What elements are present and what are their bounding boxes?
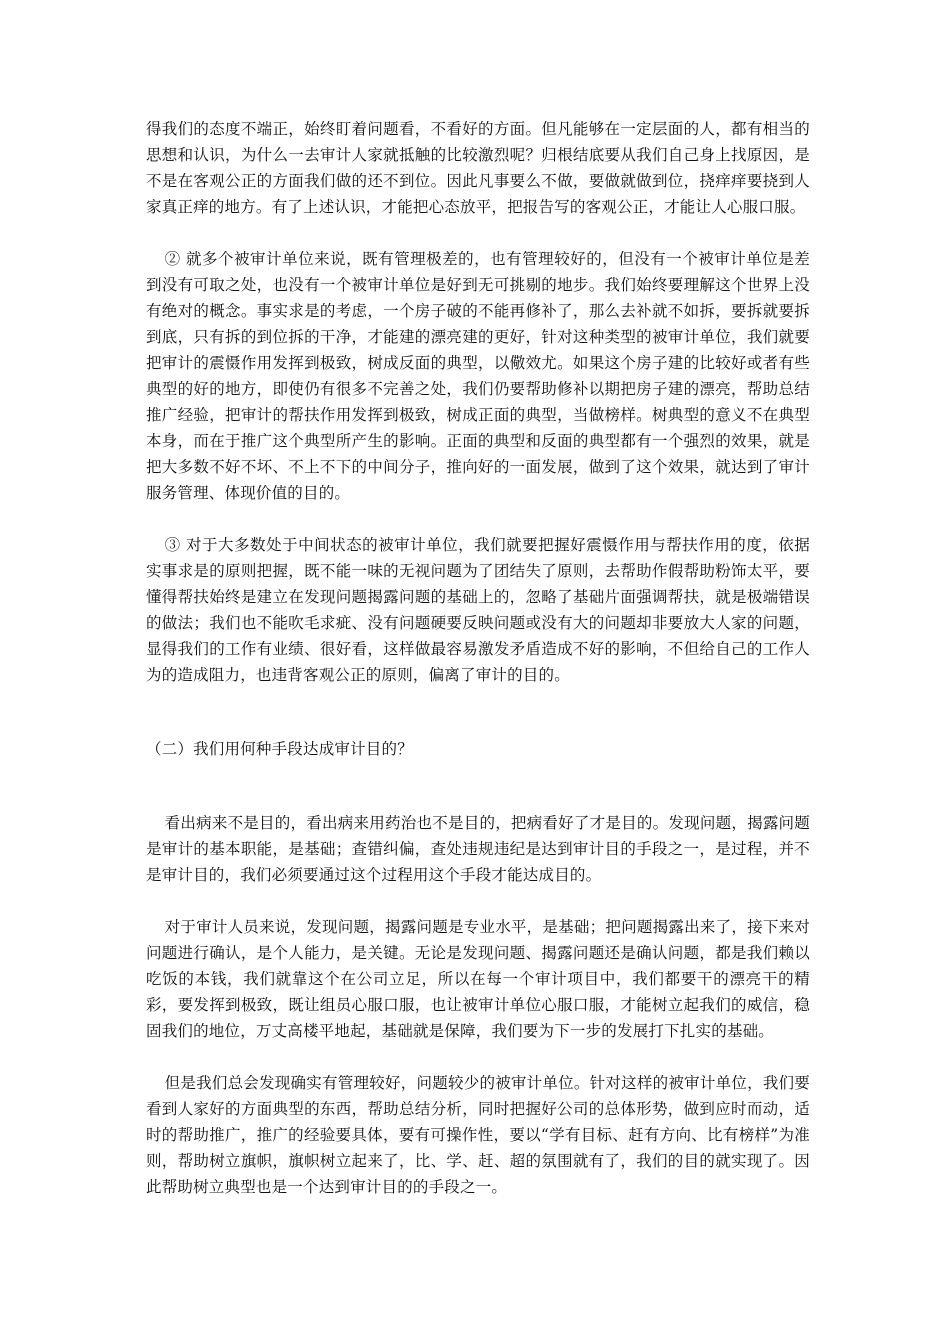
paragraph-diagnosis: 看出病来不是目的，看出病来用药治也不是目的，把病看好了才是目的。发现问题，揭露问题是审计的基本职能，是基础；查错纠偏，查处违规违纪是达到审计目的手段之一，是过程，并不是审计目的，我们必须要通过这个过程用这个手段才能达成目的。 bbox=[146, 814, 810, 884]
section-heading: （二）我们用何种手段达成审计目的？ bbox=[146, 740, 413, 758]
paragraph-auditor-skills: 对于审计人员来说，发现问题，揭露问题是专业水平，是基础；把问题揭露出来了，接下来对问题进行确认，是个人能力，是关键。无论是发现问题、揭露问题还是确认问题，都是我们赖以吃饭的本钱，我们就靠这个在公司立足，所以在每一个审计项目中，我们都要干的漂亮干的精彩，要发挥到极致，既让组员心服口服，也让被审计单位心服口服，才能树立起我们的威信，稳固我们的地位，万丈高楼平地起，基础就是保障，我们要为下一步的发展打下扎实的基础。 bbox=[146, 918, 810, 1040]
paragraph-exemplar: 但是我们总会发现确实有管理较好，问题较少的被审计单位。针对这样的被审计单位，我们要看到人家好的方面典型的东西，帮助总结分析，同时把握好公司的总体形势，做到应时而动，适时的帮助推广，推广的经验要具体，要有可操作性，要以“学有目标、赶有方向、比有榜样”为准则，帮助树立旗帜，旗帜树立起来了，比、学、赶、超的氛围就有了，我们的目的就实现了。因此帮助树立典型也是一个达到审计目的的手段之一。 bbox=[146, 1074, 810, 1196]
paragraph-spacer bbox=[146, 1044, 810, 1070]
paragraph-continuation: 得我们的态度不端正，始终盯着问题看，不看好的方面。但凡能够在一定层面的人，都有相当的思想和认识，为什么一去审计人家就抵触的比较激烈呢？归根结底要从我们自己身上找原因，是不是在客观公正的方面我们做的还不到位。因此凡事要么不做，要做就做到位，挠痒痒要挠到人家真正痒的地方。有了上述认识，才能把心态放平，把报告写的客观公正，才能让人心服口服。 bbox=[146, 120, 810, 216]
document-body bbox=[146, 116, 810, 1200]
paragraph-point-3: ③ 对于大多数处于中间状态的被审计单位，我们就要把握好震慑作用与帮扶作用的度，依据实事求是的原则把握，既不能一味的无视问题为了团结失了原则，去帮助作假帮助粉饰太平，要懂得帮扶始终是建立在发现问题揭露问题的基础上的，忽略了基础片面强调帮扶，就是极端错误的做法；我们也不能吹毛求疵、没有问题硬要反映问题或没有大的问题却非要放大人家的问题，显得我们的工作有业绩、很好看，这样做最容易激发矛盾造成不好的影响，不但给自己的工作人为的造成阻力，也违背客观公正的原则，偏离了审计的目的。 bbox=[146, 536, 810, 684]
paragraph-spacer bbox=[146, 506, 810, 532]
paragraph-point-2: ② 就多个被审计单位来说，既有管理极差的，也有管理较好的，但没有一个被审计单位是差到没有可取之处，也没有一个被审计单位是好到无可挑剔的地步。我们始终要理解这个世界上没有绝对的概念。事实求是的考虑，一个房子破的不能再修补了，那么去补就不如拆，要拆就要拆到底，只有拆的到位拆的干净，才能建的漂亮建的更好，针对这种类型的被审计单位，我们就要把审计的震慑作用发挥到极致，树成反面的典型，以儆效尤。如果这个房子建的比较好或者有些典型的好的地方，即使仍有很多不完善之处，我们仍要帮助修补以期把房子建的漂亮，帮助总结推广经验，把审计的帮扶作用发挥到极致，树成正面的典型，当做榜样。树典型的意义不在典型本身，而在于推广这个典型所产生的影响。正面的典型和反面的典型都有一个强烈的效果，就是把大多数不好不坏、不上不下的中间分子，推向好的一面发展，做到了这个效果，就达到了审计服务管理、体现价值的目的。 bbox=[146, 250, 810, 502]
section-spacer bbox=[146, 762, 810, 810]
section-spacer bbox=[146, 688, 810, 736]
paragraph-spacer bbox=[146, 888, 810, 914]
paragraph-spacer bbox=[146, 220, 810, 246]
